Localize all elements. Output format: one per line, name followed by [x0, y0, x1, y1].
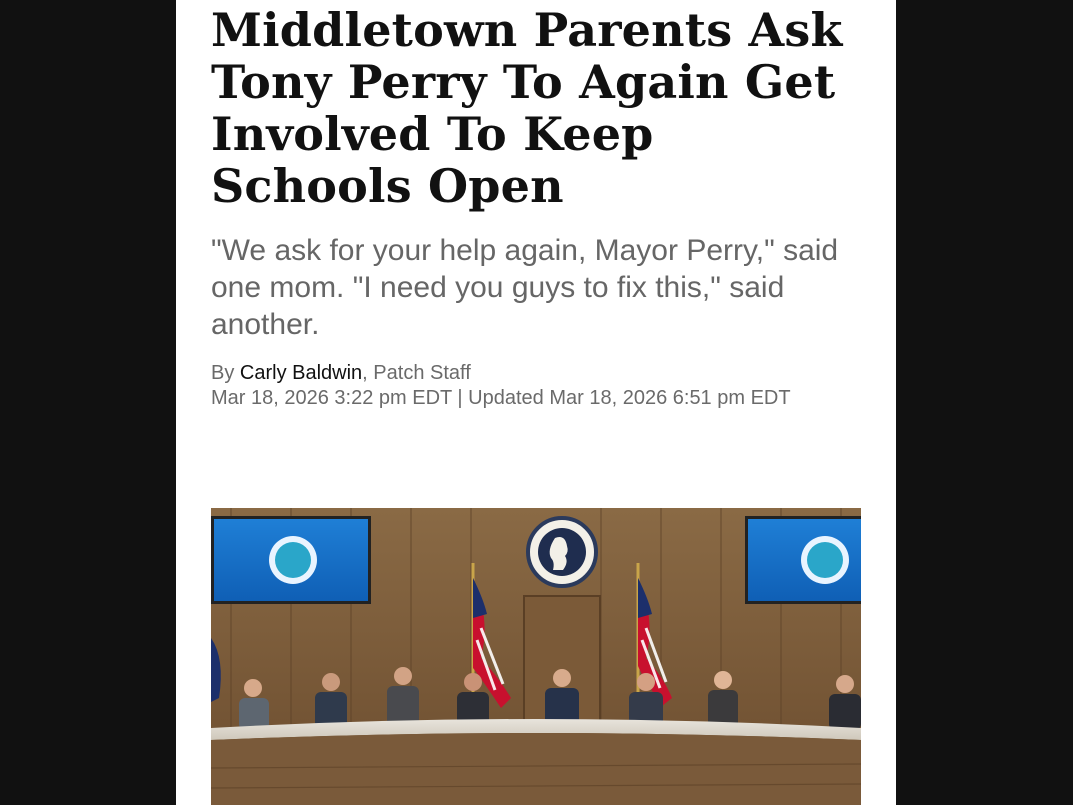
article-dek: "We ask for your help again, Mayor Perry," said one mom. "I need you guys to fix this," said another. [211, 234, 839, 341]
article-page [176, 0, 896, 805]
article-headline: Middletown Parents Ask Tony Perry To Again Get Involved To Keep Schools Open [211, 3, 843, 213]
author-link[interactable]: Carly Baldwin [239, 362, 363, 384]
byline [211, 361, 861, 386]
council-meeting-photo-icon [211, 508, 861, 805]
byline-prefix: By [211, 362, 235, 384]
hero-image[interactable] [211, 508, 861, 805]
byline-role: Patch Staff [373, 362, 471, 384]
article-header [211, 0, 861, 411]
dateline: Mar 18, 2026 3:22 pm EDT | Updated Mar 18, 2026 6:51 pm EDT [211, 387, 791, 409]
byline-separator: , [362, 362, 368, 384]
